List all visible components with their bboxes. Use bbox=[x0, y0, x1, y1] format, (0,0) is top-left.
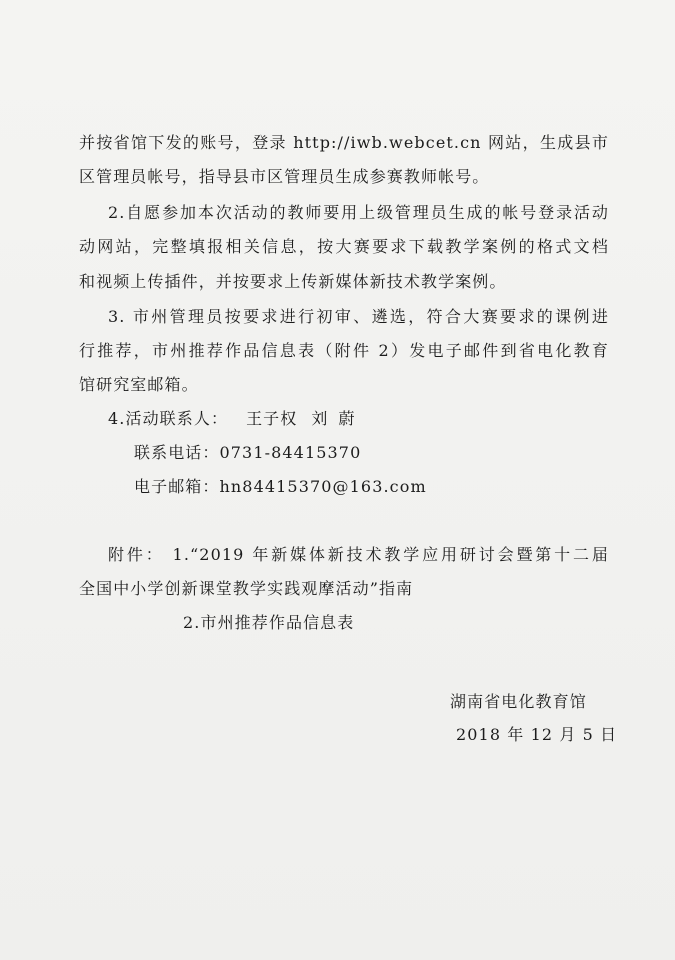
p3-line1: 3. 市州管理员按要求进行初审、遴选，符合大赛要求的课例进 bbox=[108, 307, 609, 326]
signature-date: 2018 年 12 月 5 日 bbox=[456, 725, 618, 744]
attachments-line1: 附件： 1.“2019 年新媒体新技术教学应用研讨会暨第十二届 bbox=[108, 545, 609, 564]
contact-name-3: 蔚 bbox=[338, 409, 356, 428]
contact-name-2: 刘 bbox=[311, 409, 329, 428]
contact-label: 4.活动联系人： bbox=[108, 409, 229, 428]
p2-line1: 2.自愿参加本次活动的教师要用上级管理员生成的帐号登录活动 bbox=[108, 203, 609, 222]
p1-line2: 区管理员帐号，指导县市区管理员生成参赛教师帐号。 bbox=[79, 167, 490, 186]
signature-org: 湖南省电化教育馆 bbox=[450, 692, 587, 711]
contact-name-1: 王子权 bbox=[246, 409, 298, 428]
p2-line2: 动网站，完整填报相关信息，按大赛要求下载教学案例的格式文档 bbox=[79, 237, 609, 256]
contact-person-line bbox=[108, 408, 528, 430]
p3-line3: 馆研究室邮箱。 bbox=[79, 375, 199, 394]
attachments-line2: 全国中小学创新课堂教学实践观摩活动”指南 bbox=[79, 579, 414, 598]
contact-phone: 联系电话：0731-84415370 bbox=[134, 443, 362, 462]
p1-line1: 并按省馆下发的账号，登录 http://iwb.webcet.cn 网站，生成县市 bbox=[79, 133, 609, 152]
contact-email: 电子邮箱：hn84415370@163.com bbox=[134, 477, 427, 496]
attachments-line3: 2.市州推荐作品信息表 bbox=[183, 613, 355, 632]
p3-line2: 行推荐，市州推荐作品信息表（附件 2）发电子邮件到省电化教育 bbox=[79, 341, 609, 360]
p2-line3: 和视频上传插件，并按要求上传新媒体新技术教学案例。 bbox=[79, 272, 507, 291]
